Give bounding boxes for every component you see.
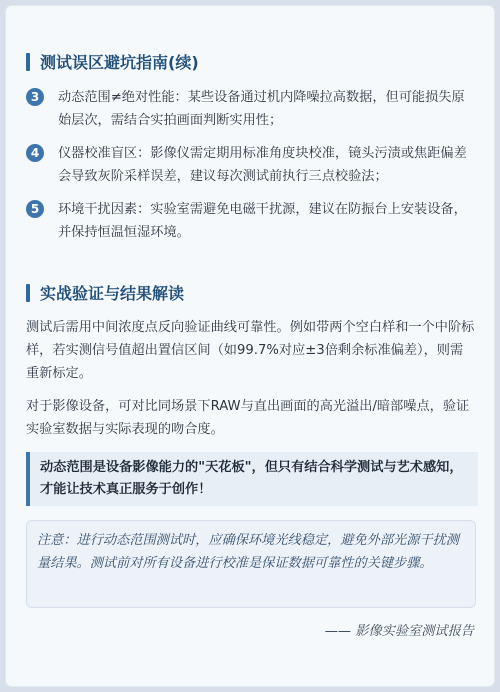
paragraph-comparison: 对于影像设备，可对比同场景下RAW与直出画面的高光溢出/暗部噪点，验证实验室数据与实际表现的吻合度。: [26, 399, 470, 437]
list-item: [26, 86, 476, 132]
list-item: [26, 142, 476, 188]
highlight-text: 动态范围是设备影像能力的"天花板"，但只有结合科学测试与艺术感知，才能让技术真正服务于创作！: [40, 460, 463, 497]
list-item: [26, 198, 476, 244]
number-badge: 3: [26, 88, 44, 106]
list-item-text: 仪器校准盲区：影像仪需定期用标准角度块校准，镜头污渍或焦距偏差会导致灰阶采样误差，建议每次测试前执行三点校验法；: [58, 146, 467, 184]
list-item-text: 环境干扰因素：实验室需避免电磁干扰源，建议在防振台上安装设备，并保持恒温恒湿环境。: [58, 202, 467, 240]
number-badge: 5: [26, 200, 44, 218]
note-box: [26, 520, 476, 608]
heading-accent-bar: [26, 53, 30, 71]
section-heading-text: 实战验证与结果解读: [40, 284, 185, 303]
list-item-text: 动态范围≠绝对性能：某些设备通过机内降噪拉高数据，但可能损失原始层次，需结合实拍画面判断实用性；: [58, 90, 465, 128]
section-heading-validation: [26, 281, 184, 304]
section-heading-text: 测试误区避坑指南(续): [40, 53, 199, 72]
number-badge: 4: [26, 144, 44, 162]
paragraph-validation: 测试后需用中间浓度点反向验证曲线可靠性。例如带两个空白样和一个中阶标样，若实测信号值超出置信区间（如99.7%对应±3倍剩余标准偏差），则需重新标定。: [26, 320, 475, 381]
section-heading-pitfalls: [26, 50, 199, 73]
heading-accent-bar: [26, 284, 30, 302]
note-text: 注意：进行动态范围测试时，应确保环境光线稳定，避免外部光源干扰测量结果。测试前对所有设备进行校准是保证数据可靠性的关键步骤。: [37, 533, 459, 571]
source-attribution: —— 影像实验室测试报告: [324, 624, 474, 639]
highlight-callout: [26, 452, 478, 506]
